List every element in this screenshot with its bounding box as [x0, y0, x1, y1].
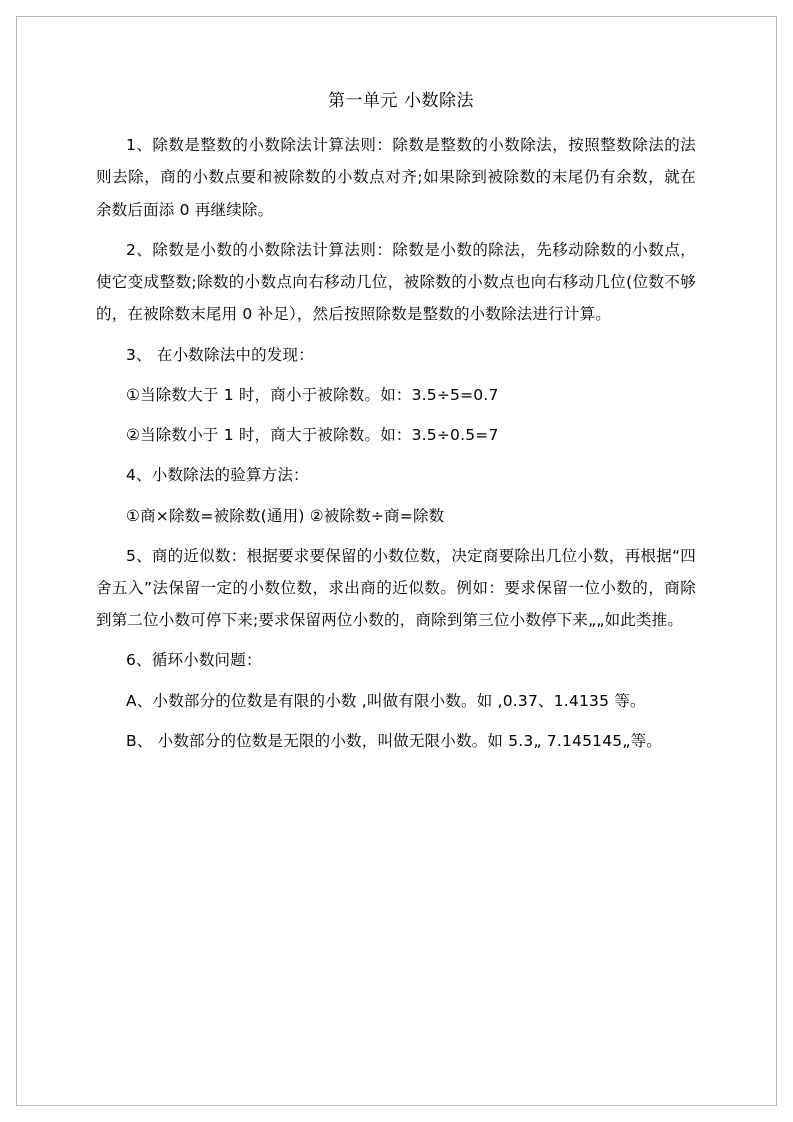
paragraph-4: ①当除数大于 1 时，商小于被除数。如：3.5÷5=0.7 — [126, 385, 499, 404]
paragraph-7: ①商×除数=被除数(通用) ②被除数÷商=除数 — [126, 506, 445, 525]
paragraph-10: A、小数部分的位数是有限的小数 ,叫做有限小数。如 ,0.37、1.4135 等。 — [126, 691, 646, 710]
paragraph-8: 5、商的近似数：根据要求要保留的小数位数，决定商要除出几位小数，再根据“四舍五入”法保留一定的小数位数，求出商的近似数。例如：要求保留一位小数的，商除到第二位小数可停下来;要求保留两位小数的，商除到第三位小数停下来„„如此类推。 — [96, 546, 696, 630]
document-body — [96, 88, 696, 765]
paragraph-1: 1、除数是整数的小数除法计算法则：除数是整数的小数除法，按照整数除法的法则去除，商的小数点要和被除数的小数点对齐;如果除到被除数的末尾仍有余数，就在余数后面添 0 再继续除。 — [96, 136, 696, 219]
paragraph-2: 2、除数是小数的小数除法计算法则：除数是小数的除法，先移动除数的小数点，使它变成整数;除数的小数点向右移动几位，被除数的小数点也向右移动几位(位数不够的，在被除数末尾用 0 补足），然后按照除数是整数的小数除法进行计算。 — [96, 240, 696, 324]
paragraph-5: ②当除数小于 1 时，商大于被除数。如：3.5÷0.5=7 — [126, 426, 499, 445]
paragraph-9: 6、循环小数问题： — [126, 651, 262, 670]
paragraph-3: 3、 在小数除法中的发现： — [126, 345, 314, 364]
page-title: 第一单元 小数除法 — [328, 91, 474, 111]
paragraph-11: B、 小数部分的位数是无限的小数，叫做无限小数。如 5.3„ 7.145145„等。 — [126, 731, 662, 750]
paragraph-6: 4、小数除法的验算方法： — [126, 466, 309, 485]
